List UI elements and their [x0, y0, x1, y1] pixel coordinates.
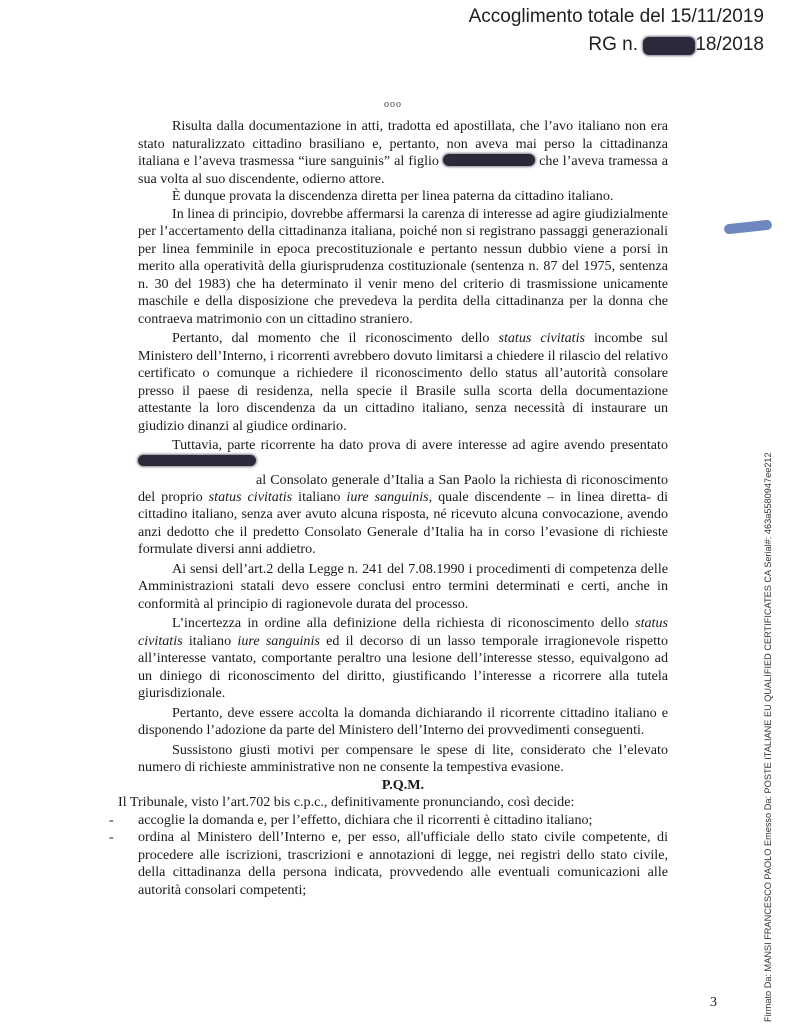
paragraph-law-241: Ai sensi dell’art.2 della Legge n. 241 del 7.08.1990 i procedimenti di competenza delle Amministrazioni statali devo essere conclusi entro termini determinati e certi, anche in conformità al principio di ragionevole durata del processo. [138, 560, 668, 612]
case-number-prefix: RG n. [588, 34, 644, 55]
paragraph-text: Risulta dalla documentazione in atti, tradotta ed apostillata, che l’avo italiano non era stato naturalizzato cittadino brasiliano e, pertanto, non aveva mai perso la cittadinanza italiana e l’aveva trasmessa “iure sanguinis” al figlio [138, 118, 668, 169]
decision-outcome-header: Accoglimento totale del 15/11/2019 [468, 6, 764, 27]
case-number-header [588, 34, 764, 56]
list-item [109, 829, 668, 899]
paragraph-text: Pertanto, dal momento che il riconoscimento dello [172, 330, 490, 346]
paragraph-text: L’incertezza in ordine alla definizione della richiesta di riconoscimento dello [172, 615, 629, 632]
paragraph-text: italiano [298, 488, 341, 505]
ink-scribble-mark [724, 220, 773, 235]
digital-signature-stamp: Firmato Da: MANSI FRANCESCO PAOLO Emesso Da: POSTE ITALIANE EU QUALIFIED CERTIFICATES CA Serial#: 463a5580947ee212 [763, 452, 773, 1022]
paragraph-interest [138, 437, 668, 559]
pqm-heading: P.Q.M. [381, 776, 425, 793]
paragraph-proven-descent: È dunque provata la discendenza diretta per linea paterna da cittadino italiano. [172, 188, 614, 204]
list-dash: - [109, 811, 114, 828]
italic-term: iure sanguinis [237, 632, 320, 649]
pqm-intro: Il Tribunale, visto l’art.702 bis c.p.c., definitivamente pronunciando, così decide: [118, 794, 575, 811]
page-number: 3 [710, 995, 717, 1010]
case-number-suffix: 18/2018 [695, 34, 764, 55]
redacted-name [443, 154, 535, 166]
paragraph-text: , quale discendente – in linea diretta- di cittadino italiano, senza aver avuto alcuna risposta, né ricevuto alcuna convocazione, avendo anzi dedotto che il predetto Consolato Generale d’Italia ha in corso l’evasione di richieste formulate diversi anni addietro. [138, 488, 669, 558]
paragraph-text: al Consolato generale d’Italia a San Paolo la richiesta di riconoscimento del proprio [138, 471, 668, 505]
paragraph-costs: Sussistono giusti motivi per compensare le spese di lite, considerato che l’elevato numero di richieste amministrative non ne consente la tempestiva evasione. [138, 741, 668, 776]
pqm-decisions [109, 811, 668, 900]
list-dash: - [109, 829, 114, 846]
italic-term: status civitatis [138, 615, 668, 649]
paragraph-ancestry [138, 118, 668, 188]
section-ornament: ooo [384, 99, 402, 110]
redacted-date [138, 455, 256, 467]
italic-term: status civitatis [208, 488, 293, 505]
paragraph-text: incombe sul Ministero dell’Interno, i ricorrenti avrebbero dovuto limitarsi a chiedere il rilascio del relativo certificato o comunque a richiedere il riconoscimento dello status all’autorità consolare presso il paese di residenza, nella specie il Brasile sulla scorta della documentazione attestante la loro discendenza da un cittadino italiano, senza necessità di instaurare un giudizio dinanzi al giudice ordinario. [138, 330, 668, 434]
paragraph-uncertainty [138, 615, 668, 703]
paragraph-text: che l’aveva tramessa a sua volta al suo discendente, odierno attore. [138, 153, 669, 187]
italic-term: status civitatis [498, 330, 585, 346]
italic-term: iure sanguinis [346, 488, 429, 505]
paragraph-text: ed il decorso di un lasso temporale irragionevole rispetto all’interesse vantato, comportante peraltro una lesione dell’interesse stesso, equivalgono ad un diniego di riconoscimento del diritto, giustificando l’interesse a ricorrere alla tutela giurisdizionale. [138, 632, 669, 702]
redacted-case-number [643, 37, 695, 55]
paragraph-text: Tuttavia, parte ricorrente ha dato prova di avere interesse ad agire avendo presentato [172, 437, 668, 453]
list-item [109, 811, 668, 830]
paragraph-text: italiano [188, 632, 232, 649]
paragraph-ministry [138, 330, 668, 435]
list-item-text: accoglie la domanda e, per l’effetto, dichiara che il ricorrenti è cittadino italiano; [138, 811, 593, 828]
list-item-text: ordina al Ministero dell’Interno e, per esso, all'ufficiale dello stato civile competente, di procedere alle iscrizioni, trascrizioni e annotazioni di legge, nei registri dello stato civile, della cittadinanza della persona indicata, provvedendo alle eventuali comunicazioni alle autorità consolari competenti; [138, 829, 668, 898]
paragraph-principle: In linea di principio, dovrebbe affermarsi la carenza di interesse ad agire giudizialmente per l’accertamento della cittadinanza italiana, poiché non si registrano passaggi generazionali per linea femminile in epoca precostituzionale e pertanto nessun dubbio viene a porsi in merito alla operatività della giurisprudenza costituzionale (sentenza n. 87 del 1975, sentenza n. 30 del 1983) che ha determinato il venir meno del criterio di trasmissione unicamente maschile e della disposizione che prevedeva la perdita della cittadinanza per la donna che contraeva matrimonio con un cittadino straniero. [138, 205, 668, 327]
paragraph-granted: Pertanto, deve essere accolta la domanda dichiarando il ricorrente cittadino italiano e disponendo l’adozione da parte del Ministero dell’Interno dei provvedimenti conseguenti. [138, 704, 668, 739]
judgment-body [109, 118, 669, 899]
